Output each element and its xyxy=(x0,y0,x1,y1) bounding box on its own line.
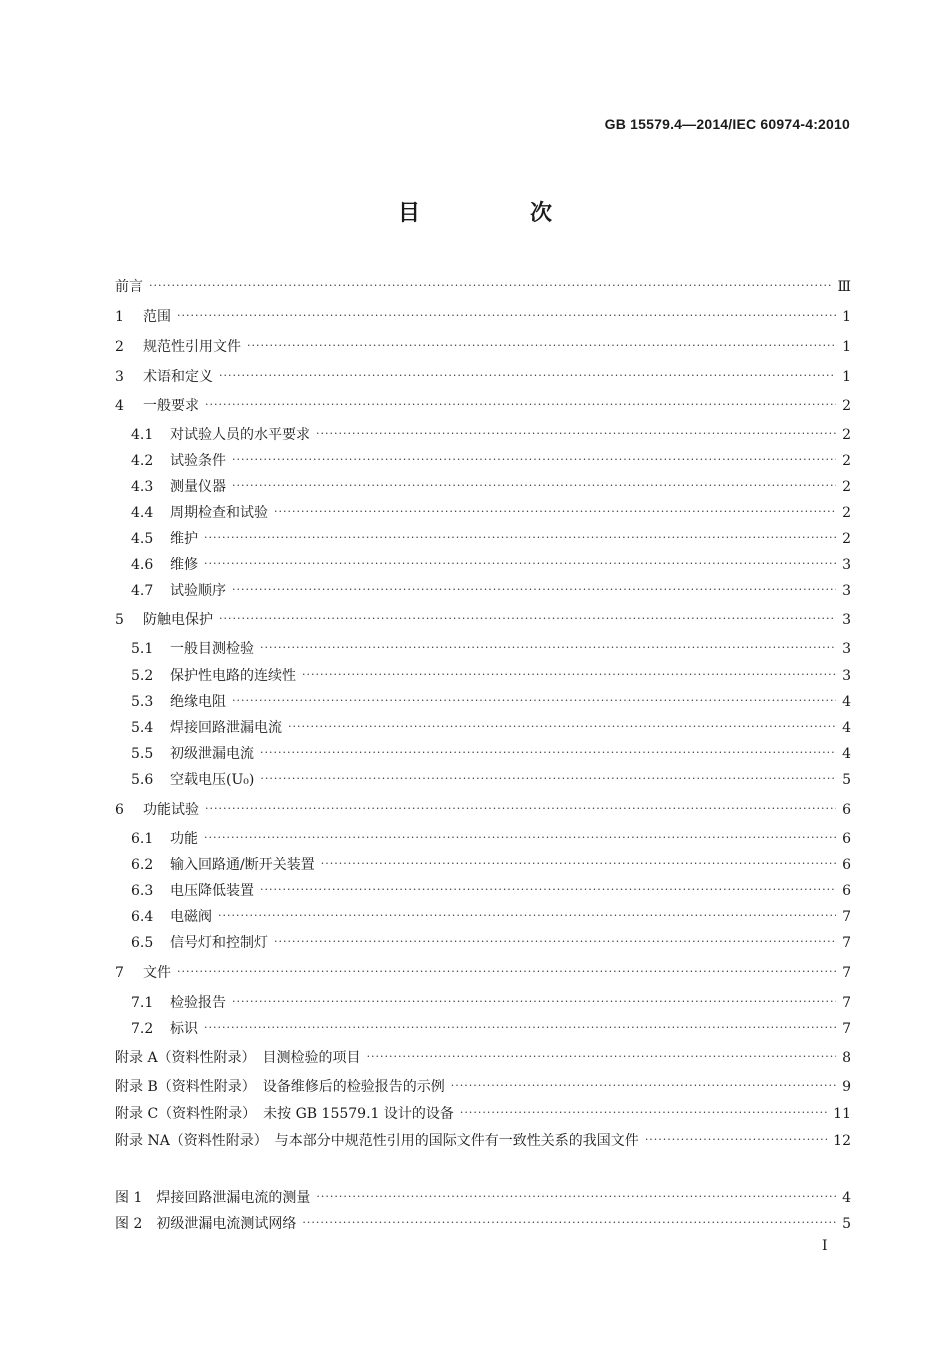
toc-number: 1 xyxy=(115,309,124,325)
toc-page-number: 3 xyxy=(842,612,851,628)
toc-number: 6.4 xyxy=(131,909,154,925)
toc-number: 4 xyxy=(115,398,124,414)
toc-page-number: 9 xyxy=(842,1079,851,1095)
dot-leader xyxy=(316,427,836,441)
toc-label: 绝缘电阻 xyxy=(170,694,226,710)
toc-page-number: 4 xyxy=(842,746,851,762)
toc-entry[interactable] xyxy=(115,796,851,820)
toc-label: 附录 B（资料性附录） 设备维修后的检验报告的示例 xyxy=(115,1079,445,1095)
dot-leader xyxy=(451,1079,836,1093)
toc-entry[interactable] xyxy=(115,1127,851,1151)
toc-number: 4.2 xyxy=(131,453,154,469)
toc-page-number: 7 xyxy=(842,909,851,925)
figure-entry[interactable] xyxy=(115,1184,851,1208)
dot-leader xyxy=(232,479,836,493)
toc-entry[interactable] xyxy=(131,740,851,764)
toc-label: 一般要求 xyxy=(143,398,199,414)
toc-entry[interactable] xyxy=(115,363,851,387)
standard-code: GB 15579.4—2014/IEC 60974-4:2010 xyxy=(604,116,850,132)
dot-leader xyxy=(218,909,836,923)
toc-entry[interactable] xyxy=(131,1015,851,1039)
toc-page-number: 2 xyxy=(842,531,851,547)
toc-label: 文件 xyxy=(143,965,171,981)
toc-number: 5.4 xyxy=(131,720,154,736)
dot-leader xyxy=(204,831,836,845)
dot-leader xyxy=(274,935,836,949)
dot-leader xyxy=(260,883,836,897)
toc-page-number: 1 xyxy=(842,309,851,325)
toc-label: 试验条件 xyxy=(170,453,226,469)
toc-label: 电压降低装置 xyxy=(170,883,254,899)
toc-page-number: 8 xyxy=(842,1050,851,1066)
toc-label: 图 1 焊接回路泄漏电流的测量 xyxy=(115,1190,311,1206)
toc-label: 周期检查和试验 xyxy=(170,505,268,521)
dot-leader xyxy=(260,772,836,786)
dot-leader xyxy=(205,802,836,816)
toc-entry[interactable] xyxy=(115,606,851,630)
dot-leader xyxy=(219,612,836,626)
toc-number: 4.1 xyxy=(131,427,154,443)
dot-leader xyxy=(219,369,836,383)
toc-label: 附录 NA（资料性附录） 与本部分中规范性引用的国际文件有一致性关系的我国文件 xyxy=(115,1133,639,1149)
toc-number: 6.2 xyxy=(131,857,154,873)
toc-label: 附录 A（资料性附录） 目测检验的项目 xyxy=(115,1050,361,1066)
dot-leader xyxy=(260,641,836,655)
toc-entry[interactable] xyxy=(131,714,851,738)
toc-page-number: 4 xyxy=(842,694,851,710)
toc-number: 7.2 xyxy=(131,1021,154,1037)
toc-page-number: 3 xyxy=(842,641,851,657)
toc-entry[interactable] xyxy=(131,525,851,549)
toc-entry[interactable] xyxy=(131,421,851,445)
toc-label: 维修 xyxy=(170,557,198,573)
toc-page-number: 6 xyxy=(842,802,851,818)
toc-page-number: 4 xyxy=(842,720,851,736)
dot-leader xyxy=(205,398,836,412)
dot-leader xyxy=(367,1050,837,1064)
toc-number: 4.4 xyxy=(131,505,154,521)
toc-label: 术语和定义 xyxy=(143,369,213,385)
toc-label: 电磁阀 xyxy=(170,909,212,925)
toc-label: 输入回路通/断开关装置 xyxy=(170,857,315,873)
dot-leader xyxy=(232,583,836,597)
toc-page-number: Ⅲ xyxy=(837,279,851,295)
dot-leader xyxy=(321,857,836,871)
toc-label: 功能试验 xyxy=(143,802,199,818)
dot-leader xyxy=(645,1133,827,1147)
dot-leader xyxy=(302,668,836,682)
toc-number: 7 xyxy=(115,965,124,981)
toc-entry[interactable] xyxy=(115,392,851,416)
toc-entry[interactable] xyxy=(131,499,851,523)
toc-label: 图 2 初级泄漏电流测试网络 xyxy=(115,1216,297,1232)
toc-entry[interactable] xyxy=(131,473,851,497)
toc-number: 5.5 xyxy=(131,746,154,762)
toc-number: 6.3 xyxy=(131,883,154,899)
toc-label: 范围 xyxy=(143,309,171,325)
toc-label: 初级泄漏电流 xyxy=(170,746,254,762)
toc-entry[interactable] xyxy=(115,959,851,983)
toc-label: 规范性引用文件 xyxy=(143,339,241,355)
toc-page-number: 6 xyxy=(842,883,851,899)
toc-label: 功能 xyxy=(170,831,198,847)
toc-entry[interactable] xyxy=(115,273,851,297)
dot-leader xyxy=(460,1106,827,1120)
toc-label: 焊接回路泄漏电流 xyxy=(170,720,282,736)
toc-number: 6.1 xyxy=(131,831,154,847)
toc-page-number: 2 xyxy=(842,398,851,414)
toc-page-number: 3 xyxy=(842,557,851,573)
dot-leader xyxy=(232,995,836,1009)
toc-entry[interactable] xyxy=(131,877,851,901)
page-number: I xyxy=(822,1238,828,1254)
toc-entry[interactable] xyxy=(131,989,851,1013)
toc-page-number: 2 xyxy=(842,453,851,469)
toc-label: 空载电压(U₀) xyxy=(170,772,255,788)
toc-number: 2 xyxy=(115,339,124,355)
toc-entry[interactable] xyxy=(131,635,851,659)
dot-leader xyxy=(288,720,836,734)
toc-number: 7.1 xyxy=(131,995,154,1011)
toc-label: 一般目测检验 xyxy=(170,641,254,657)
toc-number: 5.3 xyxy=(131,694,154,710)
toc-page-number: 4 xyxy=(842,1190,851,1206)
toc-entry[interactable] xyxy=(115,1073,851,1097)
toc-number: 6 xyxy=(115,802,124,818)
toc-entry[interactable] xyxy=(131,688,851,712)
toc-page-number: 7 xyxy=(842,995,851,1011)
toc-number: 4.5 xyxy=(131,531,154,547)
dot-leader xyxy=(204,1021,836,1035)
toc-page-number: 7 xyxy=(842,1021,851,1037)
dot-leader xyxy=(316,1190,836,1204)
toc-label: 保护性电路的连续性 xyxy=(170,668,296,684)
toc-page-number: 2 xyxy=(842,479,851,495)
toc-label: 维护 xyxy=(170,531,198,547)
toc-page-number: 5 xyxy=(842,1216,851,1232)
toc-page-number: 7 xyxy=(842,965,851,981)
toc-entry[interactable] xyxy=(131,662,851,686)
toc-number: 5.1 xyxy=(131,641,154,657)
toc-label: 前言 xyxy=(115,279,143,295)
toc-entry[interactable] xyxy=(131,825,851,849)
toc-label: 试验顺序 xyxy=(170,583,226,599)
dot-leader xyxy=(204,557,836,571)
dot-leader xyxy=(232,694,836,708)
toc-page-number: 2 xyxy=(842,505,851,521)
toc-label: 附录 C（资料性附录） 未按 GB 15579.1 设计的设备 xyxy=(115,1106,454,1122)
toc-number: 4.7 xyxy=(131,583,154,599)
toc-entry[interactable] xyxy=(115,333,851,357)
dot-leader xyxy=(274,505,836,519)
toc-number: 6.5 xyxy=(131,935,154,951)
toc-page-number: 12 xyxy=(833,1133,851,1149)
toc-number: 4.6 xyxy=(131,557,154,573)
dot-leader xyxy=(302,1216,836,1230)
dot-leader xyxy=(177,965,836,979)
toc-entry[interactable] xyxy=(131,577,851,601)
toc-entry[interactable] xyxy=(131,766,851,790)
dot-leader xyxy=(247,339,836,353)
toc-number: 5.2 xyxy=(131,668,154,684)
toc-label: 防触电保护 xyxy=(143,612,213,628)
figure-entry[interactable] xyxy=(115,1210,851,1234)
toc-page-number: 6 xyxy=(842,857,851,873)
toc-number: 5.6 xyxy=(131,772,154,788)
page-title: 目 次 xyxy=(397,200,596,226)
dot-leader xyxy=(149,279,831,293)
toc-entry[interactable] xyxy=(131,903,851,927)
toc-label: 对试验人员的水平要求 xyxy=(170,427,310,443)
toc-entry[interactable] xyxy=(131,447,851,471)
toc-page-number: 1 xyxy=(842,339,851,355)
toc-label: 标识 xyxy=(170,1021,198,1037)
toc-number: 4.3 xyxy=(131,479,154,495)
toc-page-number: 7 xyxy=(842,935,851,951)
toc-page-number: 1 xyxy=(842,369,851,385)
toc-page-number: 5 xyxy=(842,772,851,788)
dot-leader xyxy=(177,309,836,323)
toc-page-number: 11 xyxy=(833,1106,851,1122)
toc-entry[interactable] xyxy=(131,551,851,575)
toc-page-number: 3 xyxy=(842,583,851,599)
toc-page-number: 3 xyxy=(842,668,851,684)
toc-entry[interactable] xyxy=(115,303,851,327)
toc-label: 检验报告 xyxy=(170,995,226,1011)
toc-page-number: 2 xyxy=(842,427,851,443)
toc-entry[interactable] xyxy=(115,1100,851,1124)
toc-number: 5 xyxy=(115,612,124,628)
dot-leader xyxy=(260,746,836,760)
toc-entry[interactable] xyxy=(131,851,851,875)
toc-entry[interactable] xyxy=(115,1044,851,1068)
dot-leader xyxy=(204,531,836,545)
toc-label: 信号灯和控制灯 xyxy=(170,935,268,951)
toc-label: 测量仪器 xyxy=(170,479,226,495)
toc-number: 3 xyxy=(115,369,124,385)
dot-leader xyxy=(232,453,836,467)
toc-page-number: 6 xyxy=(842,831,851,847)
toc-entry[interactable] xyxy=(131,929,851,953)
